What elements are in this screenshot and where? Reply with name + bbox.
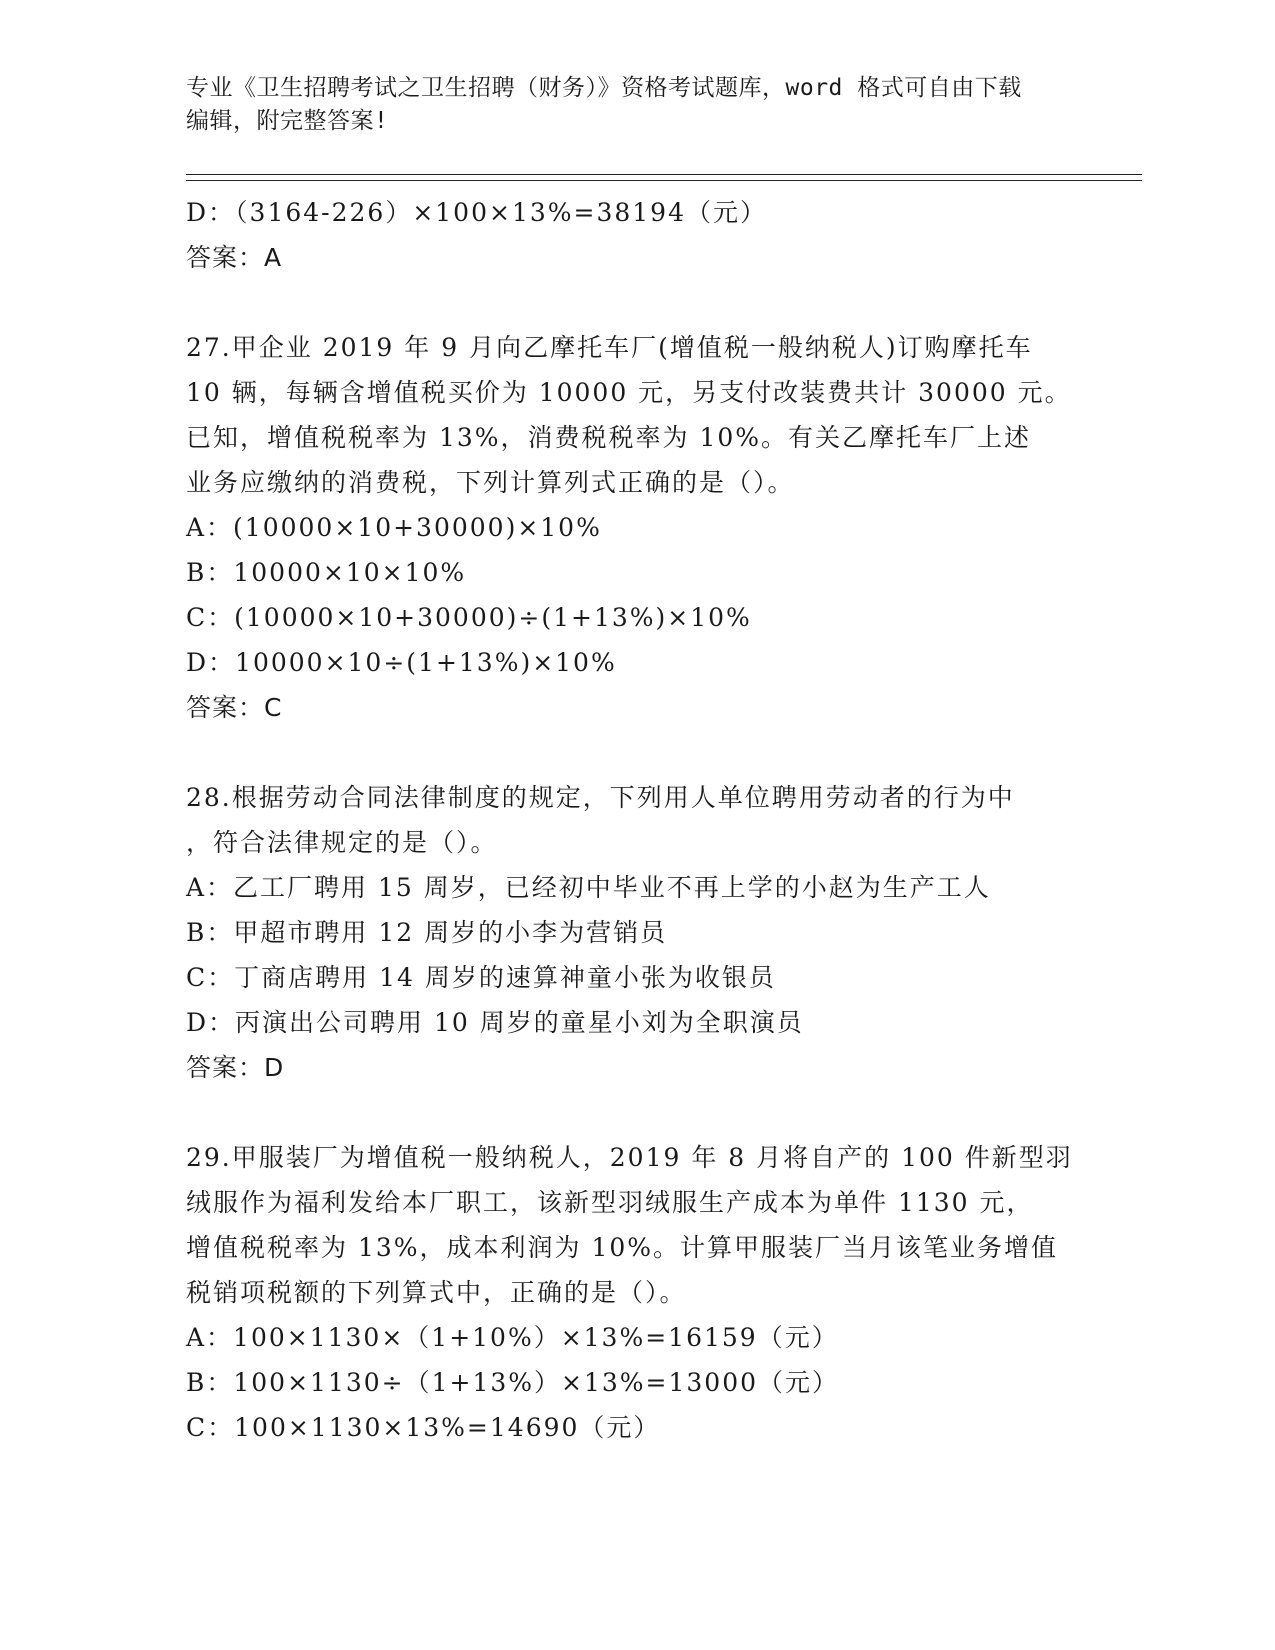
spacer <box>186 1090 1086 1135</box>
q28-option-d: D：丙演出公司聘用 10 周岁的童星小刘为全职演员 <box>186 1008 804 1037</box>
q27-option-a: A：(10000×10+30000)×10% <box>186 513 602 542</box>
page-header <box>186 72 1086 138</box>
q26-answer: 答案：A <box>186 243 283 272</box>
q27-stem-line-1: 27.甲企业 2019 年 9 月向乙摩托车厂(增值税一般纳税人)订购摩托车 <box>186 333 1033 362</box>
q28-option-c: C：丁商店聘用 14 周岁的速算神童小张为收银员 <box>186 963 776 992</box>
header-divider-bottom <box>186 180 1142 181</box>
q29-option-b: B：100×1130÷（1+13%）×13%=13000（元） <box>186 1368 840 1397</box>
q29-stem-line-3: 增值税税率为 13%，成本利润为 10%。计算甲服装厂当月该笔业务增值 <box>186 1233 1059 1262</box>
q28-stem-line-1: 28.根据劳动合同法律制度的规定，下列用人单位聘用劳动者的行为中 <box>186 783 1015 812</box>
question-content <box>186 190 1086 1450</box>
q27-option-d: D：10000×10÷(1+13%)×10% <box>186 648 617 677</box>
q28-stem-line-2: ，符合法律规定的是（）。 <box>186 828 498 857</box>
spacer <box>186 730 1086 775</box>
q27-stem-line-2: 10 辆，每辆含增值税买价为 10000 元，另支付改装费共计 30000 元。 <box>186 378 1072 407</box>
q29-stem-line-1: 29.甲服装厂为增值税一般纳税人，2019 年 8 月将自产的 100 件新型羽 <box>186 1143 1073 1172</box>
header-line-1: 专业《卫生招聘考试之卫生招聘（财务）》资格考试题库，word 格式可自由下载 <box>186 75 1022 101</box>
q27-option-b: B：10000×10×10% <box>186 558 467 587</box>
header-line-2: 编辑，附完整答案! <box>186 108 389 134</box>
header-divider-top <box>186 174 1142 175</box>
q27-stem-line-3: 已知，增值税税率为 13%，消费税税率为 10%。有关乙摩托车厂上述 <box>186 423 1032 452</box>
q28-option-a: A：乙工厂聘用 15 周岁，已经初中毕业不再上学的小赵为生产工人 <box>186 873 991 902</box>
q26-option-d: D：（3164-226）×100×13%=38194（元） <box>186 198 767 227</box>
q28-answer: 答案：D <box>186 1053 285 1082</box>
q29-stem-line-4: 税销项税额的下列算式中，正确的是（）。 <box>186 1278 687 1307</box>
q27-answer: 答案：C <box>186 693 283 722</box>
q29-option-c: C：100×1130×13%=14690（元） <box>186 1413 661 1442</box>
q29-stem-line-2: 绒服作为福利发给本厂职工，该新型羽绒服生产成本为单件 1130 元， <box>186 1188 1034 1217</box>
q29-option-a: A：100×1130×（1+10%）×13%=16159（元） <box>186 1323 839 1352</box>
q28-option-b: B：甲超市聘用 12 周岁的小李为营销员 <box>186 918 668 947</box>
q27-option-c: C：(10000×10+30000)÷(1+13%)×10% <box>186 603 752 632</box>
q27-stem-line-4: 业务应缴纳的消费税，下列计算列式正确的是（）。 <box>186 468 795 497</box>
spacer <box>186 280 1086 325</box>
